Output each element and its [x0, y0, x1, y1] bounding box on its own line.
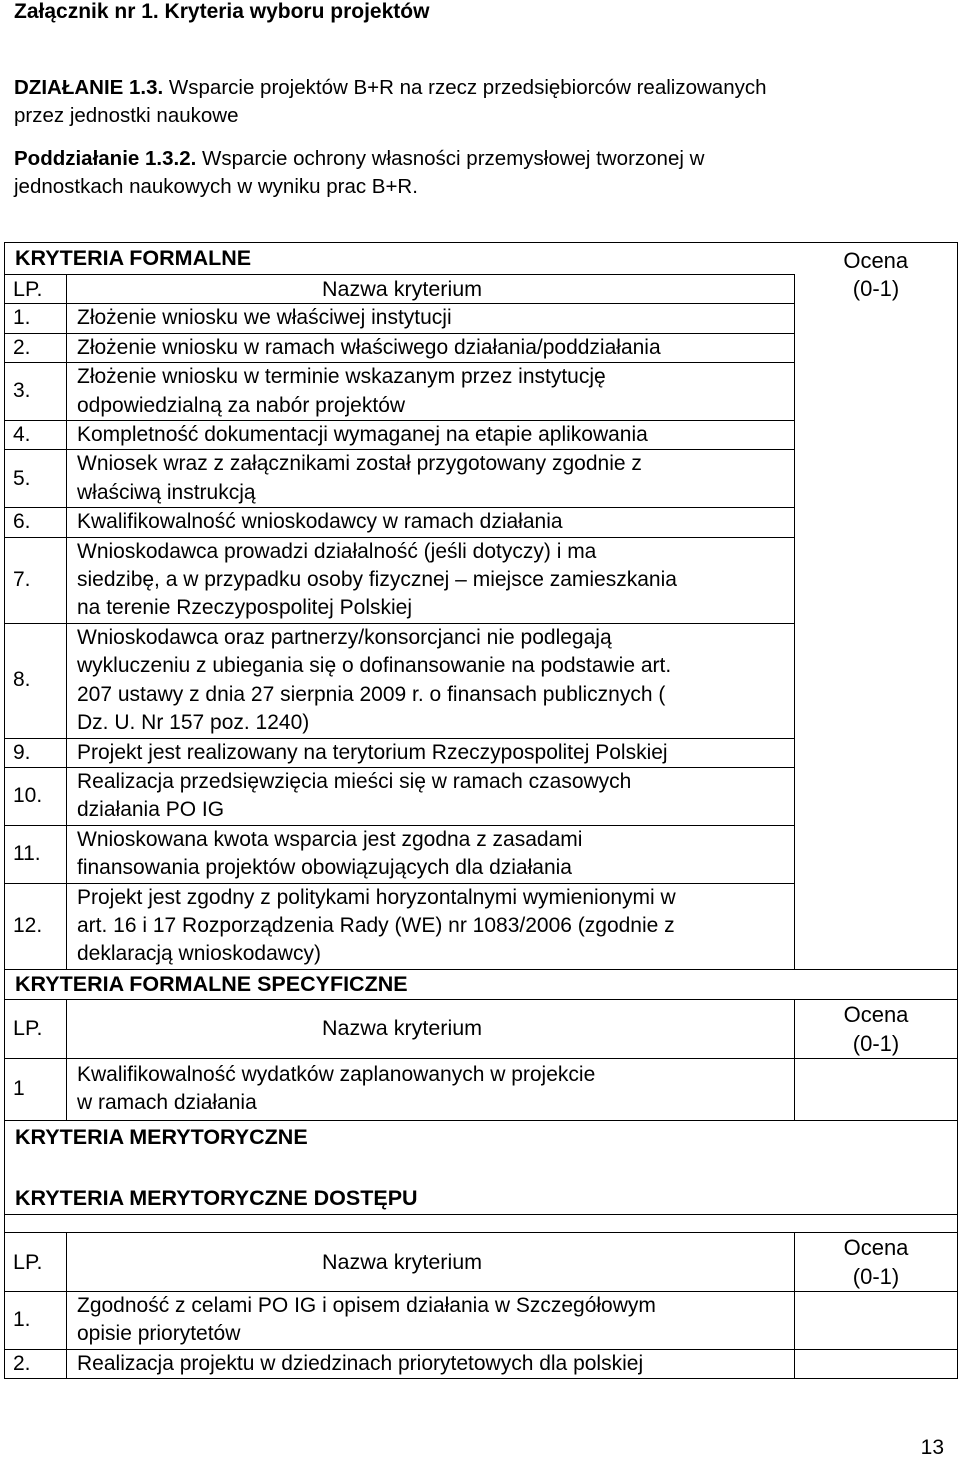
row-number: 3. — [5, 363, 67, 421]
row-number: 2. — [5, 333, 67, 362]
section-title: KRYTERIA FORMALNE SPECYFICZNE — [5, 969, 958, 999]
row-number: 1. — [5, 304, 67, 333]
row-number: 12. — [5, 883, 67, 969]
criterion-name — [67, 450, 795, 508]
score-cell — [795, 421, 958, 450]
table-row — [5, 623, 958, 738]
dzialanie-lead: DZIAŁANIE 1.3. — [14, 76, 164, 99]
table-row — [5, 825, 958, 883]
name-header: Nazwa kryterium — [67, 275, 795, 304]
criterion-name — [67, 363, 795, 421]
table-row — [5, 1349, 958, 1378]
criterion-line: Wnioskodawca oraz partnerzy/konsorcjanci nie podlegają — [77, 625, 612, 649]
score-cell — [795, 333, 958, 362]
criterion-line: Zgodność z celami PO IG i opisem działania w Szczegółowym — [77, 1294, 656, 1317]
table-row — [5, 738, 958, 767]
criterion-line: Złożenie wniosku w ramach właściwego działania/poddziałania — [77, 335, 661, 359]
row-number: 9. — [5, 738, 67, 767]
spacer-cell — [5, 1215, 958, 1233]
section-title: KRYTERIA MERYTORYCZNE DOSTĘPU — [5, 1183, 958, 1215]
score-header-range: (0-1) — [852, 1030, 900, 1056]
criterion-line: Realizacja przedsięwzięcia mieści się w ramach czasowych — [77, 769, 632, 793]
criterion-name — [67, 1292, 795, 1350]
criterion-name — [67, 825, 795, 883]
table-header-row — [5, 275, 958, 304]
table-header-row — [5, 999, 958, 1058]
criterion-name — [67, 623, 795, 738]
table-row — [5, 1058, 958, 1120]
criterion-line: Kwalifikowalność wydatków zaplanowanych w projekcie — [77, 1062, 596, 1086]
table-row — [5, 537, 958, 623]
criterion-line: w ramach działania — [77, 1091, 257, 1114]
section-title: KRYTERIA MERYTORYCZNE — [5, 1121, 958, 1153]
criterion-line: Złożenie wniosku we właściwej instytucji — [77, 306, 452, 330]
row-number: 2. — [5, 1349, 67, 1378]
score-cell — [795, 883, 958, 969]
score-header — [795, 1233, 958, 1292]
criterion-line: siedzibę, a w przypadku osoby fizycznej – miejsce zamieszkania — [77, 568, 677, 592]
criterion-line: Kompletność dokumentacji wymaganej na etapie aplikowania — [77, 423, 648, 447]
score-header-label: Ocena — [843, 1235, 909, 1260]
criterion-name — [67, 304, 795, 333]
formal-criteria-table — [4, 242, 958, 970]
score-cell — [795, 450, 958, 508]
section-row — [5, 243, 958, 275]
score-header-label: Ocena — [843, 247, 909, 273]
score-cell — [795, 1058, 958, 1120]
score-cell — [795, 363, 958, 421]
name-header: Nazwa kryterium — [67, 999, 795, 1058]
spacer-row — [5, 1153, 958, 1183]
criterion-line: finansowania projektów obowiązujących dla działania — [77, 856, 572, 880]
criterion-line: Dz. U. Nr 157 poz. 1240) — [77, 711, 310, 735]
criterion-line: Wnioskodawca prowadzi działalność (jeśli dotyczy) i ma — [77, 539, 597, 563]
criterion-line: działania PO IG — [77, 798, 225, 822]
poddzialanie-block — [14, 145, 704, 201]
score-cell — [795, 1349, 958, 1378]
criterion-name — [67, 537, 795, 623]
row-number: 1 — [5, 1058, 67, 1120]
poddzialanie-lead: Poddziałanie 1.3.2. — [14, 147, 197, 170]
section-row — [5, 969, 958, 999]
score-cell — [795, 767, 958, 825]
row-number: 1. — [5, 1292, 67, 1350]
score-cell — [795, 738, 958, 767]
criterion-name — [67, 738, 795, 767]
table-row — [5, 767, 958, 825]
criterion-line: Projekt jest realizowany na terytorium Rzeczypospolitej Polskiej — [77, 740, 668, 764]
section-row — [5, 1121, 958, 1153]
row-number: 7. — [5, 537, 67, 623]
spacer-row — [5, 1215, 958, 1233]
table-row — [5, 304, 958, 333]
criterion-name — [67, 767, 795, 825]
section-row — [5, 1183, 958, 1215]
criterion-line: Wniosek wraz z załącznikami został przygotowany zgodnie z — [77, 452, 642, 476]
table-row — [5, 363, 958, 421]
criterion-line: 207 ustawy z dnia 27 sierpnia 2009 r. o finansach publicznych ( — [77, 682, 666, 706]
criterion-name — [67, 333, 795, 362]
score-cell — [795, 537, 958, 623]
criterion-line: Realizacja projektu w dziedzinach priorytetowych dla polskiej — [77, 1351, 644, 1375]
merit-criteria-table — [4, 1120, 958, 1379]
table-row — [5, 450, 958, 508]
criterion-line: odpowiedzialną za nabór projektów — [77, 393, 406, 417]
score-header-label: Ocena — [843, 1001, 909, 1027]
dzialanie-block — [14, 74, 767, 130]
row-number: 6. — [5, 508, 67, 537]
lp-header: LP. — [5, 275, 67, 304]
criterion-line: Kwalifikowalność wnioskodawcy w ramach działania — [77, 510, 563, 534]
page-number: 13 — [920, 1436, 944, 1459]
score-cell — [795, 304, 958, 333]
table-row — [5, 508, 958, 537]
criterion-line: właściwą instrukcją — [77, 480, 256, 504]
lp-header: LP. — [5, 1233, 67, 1292]
criterion-line: art. 16 i 17 Rozporządzenia Rady (WE) nr 1083/2006 (zgodnie z — [77, 913, 675, 937]
formal-specific-table — [4, 969, 958, 1121]
criterion-name — [67, 1058, 795, 1120]
spacer-cell — [5, 1153, 958, 1183]
score-header — [795, 999, 958, 1058]
criterion-line: deklaracją wnioskodawcy) — [77, 942, 321, 966]
score-cell — [795, 1292, 958, 1350]
lp-header: LP. — [5, 999, 67, 1058]
criterion-line: na terenie Rzeczypospolitej Polskiej — [77, 596, 413, 620]
criterion-name — [67, 421, 795, 450]
score-cell — [795, 623, 958, 738]
row-number: 10. — [5, 767, 67, 825]
row-number: 4. — [5, 421, 67, 450]
table-row — [5, 1292, 958, 1350]
row-number: 8. — [5, 623, 67, 738]
name-header: Nazwa kryterium — [67, 1233, 795, 1292]
page-title: Załącznik nr 1. Kryteria wyboru projektów — [14, 0, 430, 23]
criterion-line: Projekt jest zgodny z politykami horyzontalnymi wymienionymi w — [77, 885, 676, 909]
criterion-line: Wnioskowana kwota wsparcia jest zgodna z zasadami — [77, 827, 583, 851]
table-row — [5, 421, 958, 450]
score-cell — [795, 243, 958, 275]
criterion-line: wykluczeniu z ubiegania się o dofinansowanie na podstawie art. — [77, 654, 672, 678]
score-header-range: (0-1) — [852, 275, 900, 301]
dzialanie-text: Wsparcie projektów B+R na rzecz przedsiębiorców realizowanych — [163, 76, 767, 99]
criterion-line: Złożenie wniosku w terminie wskazanym przez instytucję — [77, 365, 606, 389]
row-number: 5. — [5, 450, 67, 508]
table-header-row — [5, 1233, 958, 1292]
score-header-range: (0-1) — [852, 1264, 900, 1289]
criterion-line: opisie priorytetów — [77, 1322, 241, 1346]
criterion-name — [67, 1349, 795, 1378]
row-number: 11. — [5, 825, 67, 883]
criterion-name — [67, 883, 795, 969]
table-row — [5, 333, 958, 362]
score-cell — [795, 825, 958, 883]
poddzialanie-text: Wsparcie ochrony własności przemysłowej tworzonej w — [196, 147, 705, 170]
poddzialanie-text-cont: jednostkach naukowych w wyniku prac B+R. — [14, 175, 418, 198]
criterion-name — [67, 508, 795, 537]
dzialanie-text-cont: przez jednostki naukowe — [14, 104, 239, 127]
section-title: KRYTERIA FORMALNE — [5, 243, 795, 275]
score-cell — [795, 275, 958, 304]
table-row — [5, 883, 958, 969]
score-cell — [795, 508, 958, 537]
